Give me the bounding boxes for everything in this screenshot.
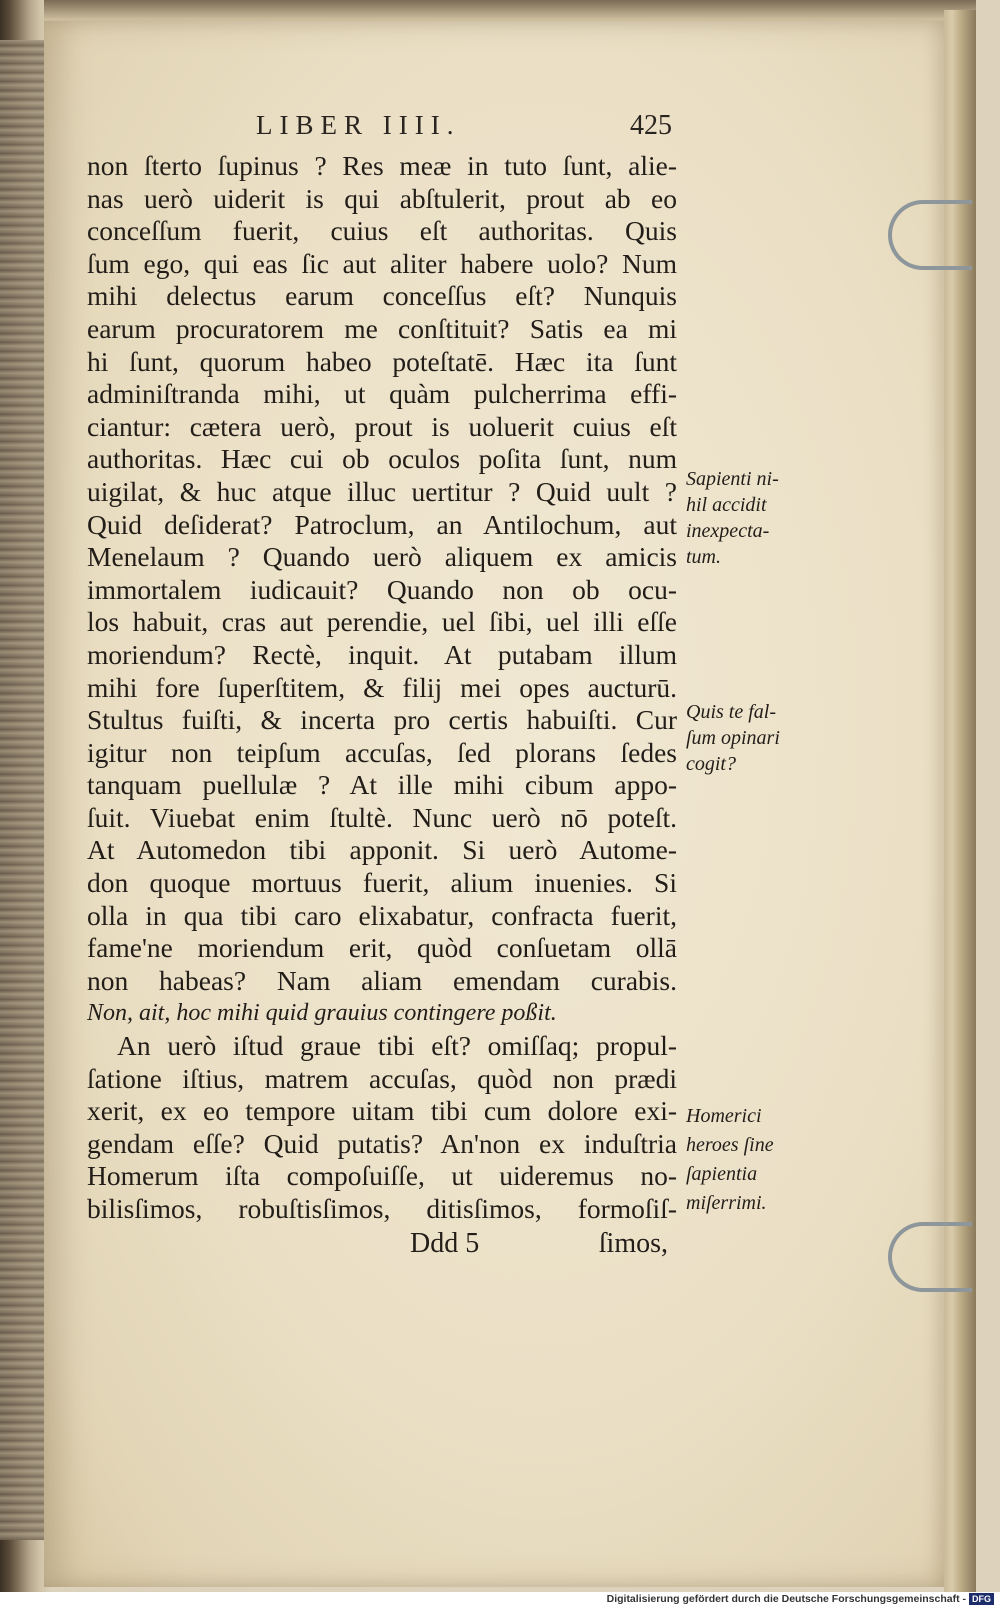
dfg-logo: DFG — [969, 1593, 994, 1605]
quote-line: Non, ait, hoc mihi quid grauius contingere poßit. — [87, 1000, 557, 1027]
text-line: mihi fore ſuperſtitem, & filij mei opes aucturū. — [87, 671, 677, 703]
running-head: LIBER IIII. — [256, 110, 461, 140]
text-line: nas uerò uiderit is qui abſtulerit, prout ab eo — [87, 182, 677, 214]
text-line: hi ſunt, quorum habeo poteſtatē. Hæc ita ſunt — [87, 345, 677, 377]
main-text-block — [87, 150, 677, 1226]
marginal-note-line: miſerrimi. — [686, 1192, 767, 1214]
text-line: igitur non teipſum accuſas, ſed plorans ſedes — [87, 736, 677, 768]
text-line: non ſterto ſupinus ? Res meæ in tuto ſunt, alie- — [87, 150, 677, 181]
text-line: ſatione iſtius, matrem accuſas, quòd non prædi — [87, 1062, 677, 1094]
text-line: At Automedon tibi apponit. Si uerò Autome- — [87, 834, 677, 866]
marginal-note-line: tum. — [686, 546, 721, 568]
marginal-note-line: cogit? — [686, 753, 736, 775]
text-line: don quoque mortuus fuerit, alium inuenies. Si — [87, 867, 677, 899]
text-line: non habeas? Nam aliam emendam curabis. — [87, 964, 677, 996]
text-line: ſuit. Viuebat enim ſtultè. Nunc uerò nō poteſt. — [87, 801, 677, 833]
text-line: Homerum iſta compoſuiſſe, ut uideremus no- — [87, 1160, 677, 1192]
text-line: authoritas. Hæc cui ob oculos poſita ſunt, num — [87, 443, 677, 475]
text-line: mihi delectus earum conceſſus eſt? Nunquis — [87, 280, 677, 312]
funding-credit-text: Digitalisierung gefördert durch die Deutsche Forschungsgemeinschaft - — [606, 1593, 966, 1605]
marginal-note-line: Homerici — [686, 1105, 762, 1127]
text-line: gendam eſſe? Quid putatis? An'non ex induſtria — [87, 1127, 677, 1159]
text-line: bilisſimos, robuſtisſimos, ditisſimos, formoſiſ- — [87, 1193, 677, 1224]
marginal-note — [686, 466, 816, 570]
signature-mark: Ddd 5 — [410, 1228, 480, 1259]
text-line: xerit, ex eo tempore uitam tibi cum dolore exi- — [87, 1095, 677, 1127]
marginal-note-line: inexpecta- — [686, 520, 770, 542]
page-clip-top — [888, 200, 972, 270]
top-edge — [44, 0, 976, 20]
page-clip-bottom — [888, 1222, 972, 1292]
binding-edge — [0, 40, 44, 1540]
marginal-note-line: ſum opinari — [686, 727, 780, 749]
text-line: Quid deſiderat? Patroclum, an Antilochum, aut — [87, 508, 677, 540]
text-line: fame'ne moriendum erit, quòd conſuetam ollā — [87, 932, 677, 964]
marginal-note-line: Sapienti ni- — [686, 468, 779, 490]
text-line: los habuit, cras aut perendie, uel ſibi, uel illi eſſe — [87, 606, 677, 638]
catchword: ſimos, — [598, 1228, 668, 1259]
text-line: Menelaum ? Quando uerò aliquem ex amicis — [87, 541, 677, 573]
text-line: earum procuratorem me conſtituit? Satis ea mi — [87, 312, 677, 344]
catchword-line — [410, 1228, 668, 1260]
text-line: immortalem iudicauit? Quando non ob ocu- — [87, 573, 677, 605]
text-line: ſum ego, qui eas ſic aut aliter habere uolo? Num — [87, 247, 677, 279]
marginal-note-line: ſapientia — [686, 1163, 758, 1185]
page-number: 425 — [630, 110, 672, 141]
marginal-note — [686, 1102, 816, 1218]
text-line: moriendum? Rectè, inquit. At putabam illum — [87, 638, 677, 670]
text-line: tanquam puellulæ ? At ille mihi cibum appo- — [87, 769, 677, 801]
text-line: olla in qua tibi caro elixabatur, confracta fuerit, — [87, 899, 677, 931]
marginal-note-line: hil accidit — [686, 494, 767, 516]
text-line: conceſſum fuerit, cuius eſt authoritas. Quis — [87, 215, 677, 247]
text-line: ciantur: cætera uerò, prout is uoluerit cuius eſt — [87, 410, 677, 442]
marginal-note-line: Quis te fal- — [686, 701, 776, 723]
text-line: uigilat, & huc atque illuc uertitur ? Quid uult ? — [87, 475, 677, 507]
funding-credit — [607, 1593, 994, 1605]
marginal-note — [686, 699, 816, 777]
text-line: Stultus fuiſti, & incerta pro certis habuiſti. Cur — [87, 704, 677, 736]
text-line: adminiſtranda mihi, ut quàm pulcherrima effi- — [87, 378, 677, 410]
marginal-note-line: heroes ſine — [686, 1134, 774, 1156]
text-line: An uerò iſtud graue tibi eſt? omiſſaq; propul- — [117, 1030, 677, 1062]
